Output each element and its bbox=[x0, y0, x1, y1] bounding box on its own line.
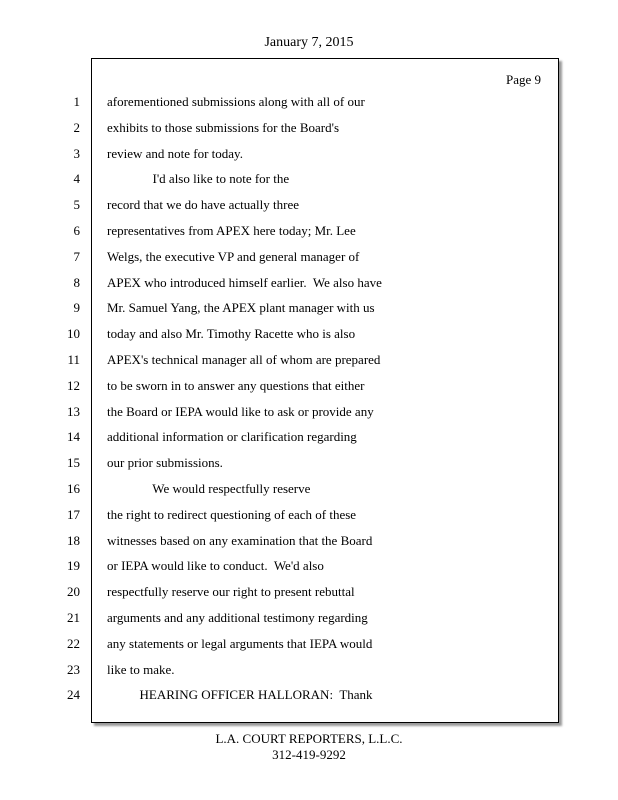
line-number: 6 bbox=[73, 223, 80, 238]
line-text: Welgs, the executive VP and general manager of bbox=[107, 249, 360, 264]
line-text: additional information or clarification regarding bbox=[107, 429, 357, 444]
line-number: 19 bbox=[67, 558, 80, 573]
line-number: 7 bbox=[73, 249, 80, 264]
line-text: respectfully reserve our right to present rebuttal bbox=[107, 584, 355, 599]
line-text: the Board or IEPA would like to ask or provide any bbox=[107, 404, 374, 419]
line-text: exhibits to those submissions for the Board's bbox=[107, 120, 340, 135]
line-number: 1 bbox=[73, 94, 80, 109]
line-text: APEX who introduced himself earlier. We also have bbox=[107, 275, 382, 290]
line-text: representatives from APEX here today; Mr. Lee bbox=[107, 223, 356, 238]
line-text: our prior submissions. bbox=[107, 455, 223, 470]
footer-company: L.A. COURT REPORTERS, L.L.C. bbox=[215, 731, 403, 746]
header-date: January 7, 2015 bbox=[264, 35, 354, 50]
line-text: record that we do have actually three bbox=[107, 197, 300, 212]
line-text: the right to redirect questioning of each of these bbox=[107, 507, 357, 522]
line-number: 14 bbox=[67, 429, 80, 444]
line-text: Mr. Samuel Yang, the APEX plant manager with us bbox=[107, 300, 375, 315]
line-number: 8 bbox=[73, 275, 80, 290]
line-number: 20 bbox=[67, 584, 80, 599]
line-text: any statements or legal arguments that IEPA would bbox=[107, 636, 373, 651]
line-number: 12 bbox=[67, 378, 80, 393]
line-number: 24 bbox=[67, 687, 80, 702]
line-number: 11 bbox=[67, 352, 80, 367]
line-number: 4 bbox=[73, 171, 80, 186]
line-number: 15 bbox=[67, 455, 80, 470]
line-number: 22 bbox=[67, 636, 80, 651]
line-number: 9 bbox=[73, 300, 80, 315]
line-number: 23 bbox=[67, 662, 80, 677]
line-text: HEARING OFFICER HALLORAN: Thank bbox=[107, 687, 373, 702]
line-text: like to make. bbox=[107, 662, 175, 677]
line-text: or IEPA would like to conduct. We'd also bbox=[107, 558, 324, 573]
line-text: I'd also like to note for the bbox=[107, 171, 290, 186]
page-number: Page 9 bbox=[505, 72, 541, 87]
line-text: arguments and any additional testimony regarding bbox=[107, 610, 368, 625]
line-text: review and note for today. bbox=[107, 146, 243, 161]
line-number: 5 bbox=[73, 197, 80, 212]
line-text: to be sworn in to answer any questions that either bbox=[107, 378, 365, 393]
line-number: 17 bbox=[67, 507, 80, 522]
line-number: 18 bbox=[67, 533, 80, 548]
line-number: 16 bbox=[67, 481, 80, 496]
line-text: aforementioned submissions along with all of our bbox=[107, 94, 365, 109]
line-text: today and also Mr. Timothy Racette who is also bbox=[107, 326, 356, 341]
line-number: 13 bbox=[67, 404, 80, 419]
footer-phone: 312-419-9292 bbox=[272, 747, 346, 762]
line-text: witnesses based on any examination that the Board bbox=[107, 533, 373, 548]
line-number: 2 bbox=[73, 120, 80, 135]
line-number: 3 bbox=[73, 146, 80, 161]
line-number: 21 bbox=[67, 610, 80, 625]
line-text: We would respectfully reserve bbox=[107, 481, 311, 496]
line-number: 10 bbox=[67, 326, 80, 341]
line-text: APEX's technical manager all of whom are prepared bbox=[107, 352, 381, 367]
